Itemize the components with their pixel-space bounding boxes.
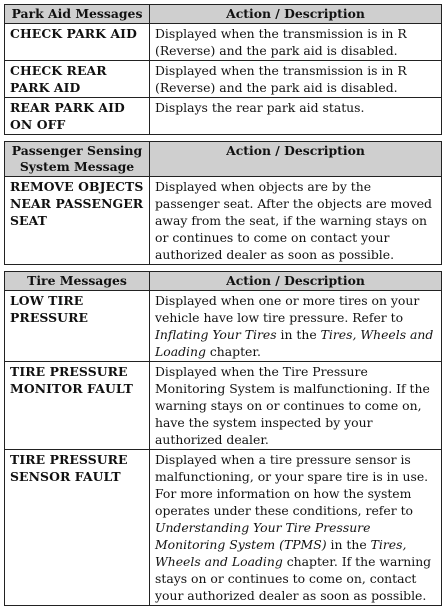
- column-header-action: Action / Description: [150, 272, 442, 291]
- message-name: REAR PARK AID ON OFF: [5, 98, 150, 135]
- message-name: TIRE PRESSURE MONITOR FAULT: [5, 362, 150, 450]
- table-header: [5, 142, 442, 177]
- column-header-messages: Park Aid Messages: [5, 5, 150, 24]
- table-header: [5, 272, 442, 291]
- message-name: CHECK REAR PARK AID: [5, 61, 150, 98]
- table-row: [5, 291, 442, 362]
- column-header-messages: Tire Messages: [5, 272, 150, 291]
- park-aid-table: [4, 4, 442, 135]
- table-header: [5, 5, 442, 24]
- passenger-sensing-table: [4, 141, 442, 265]
- column-header-action: Action / Description: [150, 5, 442, 24]
- message-description: Displayed when the transmission is in R (Reverse) and the park aid is disabled.: [150, 24, 442, 61]
- message-name: LOW TIRE PRESSURE: [5, 291, 150, 362]
- table-row: [5, 61, 442, 98]
- message-name: TIRE PRESSURE SENSOR FAULT: [5, 450, 150, 606]
- chapter-reference: Tires, Wheels and Loading: [155, 537, 407, 569]
- tire-messages-table: [4, 271, 442, 606]
- chapter-reference: Tires, Wheels and Loading: [155, 327, 434, 359]
- table-row: [5, 450, 442, 606]
- table-row: [5, 24, 442, 61]
- message-name: REMOVE OBJECTS NEAR PASSENGER SEAT: [5, 177, 150, 265]
- column-header-action: Action / Description: [150, 142, 442, 177]
- message-description: Displayed when the Tire Pressure Monitoring System is malfunctioning. If the warning stays on or continues to come on, have the system inspected by your authorized dealer.: [150, 362, 442, 450]
- message-description: Displayed when one or more tires on your vehicle have low tire pressure. Refer to Inflating Your Tires in the Tires, Wheels and Loading chapter.: [150, 291, 442, 362]
- table-row: [5, 362, 442, 450]
- message-description: Displayed when a tire pressure sensor is malfunctioning, or your spare tire is in use. For more information on how the system operates under these conditions, refer to Understanding Your Tire Pressure Monitoring System (TPMS) in the Tires, Wheels and Loading chapter. If the warning stays on or continues to come on, contact your authorized dealer as soon as possible.: [150, 450, 442, 606]
- message-description: Displayed when the transmission is in R (Reverse) and the park aid is disabled.: [150, 61, 442, 98]
- column-header-messages: Passenger Sensing System Message: [5, 142, 150, 177]
- chapter-reference: Inflating Your Tires: [155, 327, 277, 342]
- table-row: [5, 98, 442, 135]
- chapter-reference: Understanding Your Tire Pressure Monitoring System (TPMS): [155, 520, 371, 552]
- table-row: [5, 177, 442, 265]
- message-description: Displayed when objects are by the passenger seat. After the objects are moved away from the seat, if the warning stays on or continues to come on contact your authorized dealer as soon as possible.: [150, 177, 442, 265]
- message-description: Displays the rear park aid status.: [150, 98, 442, 135]
- message-name: CHECK PARK AID: [5, 24, 150, 61]
